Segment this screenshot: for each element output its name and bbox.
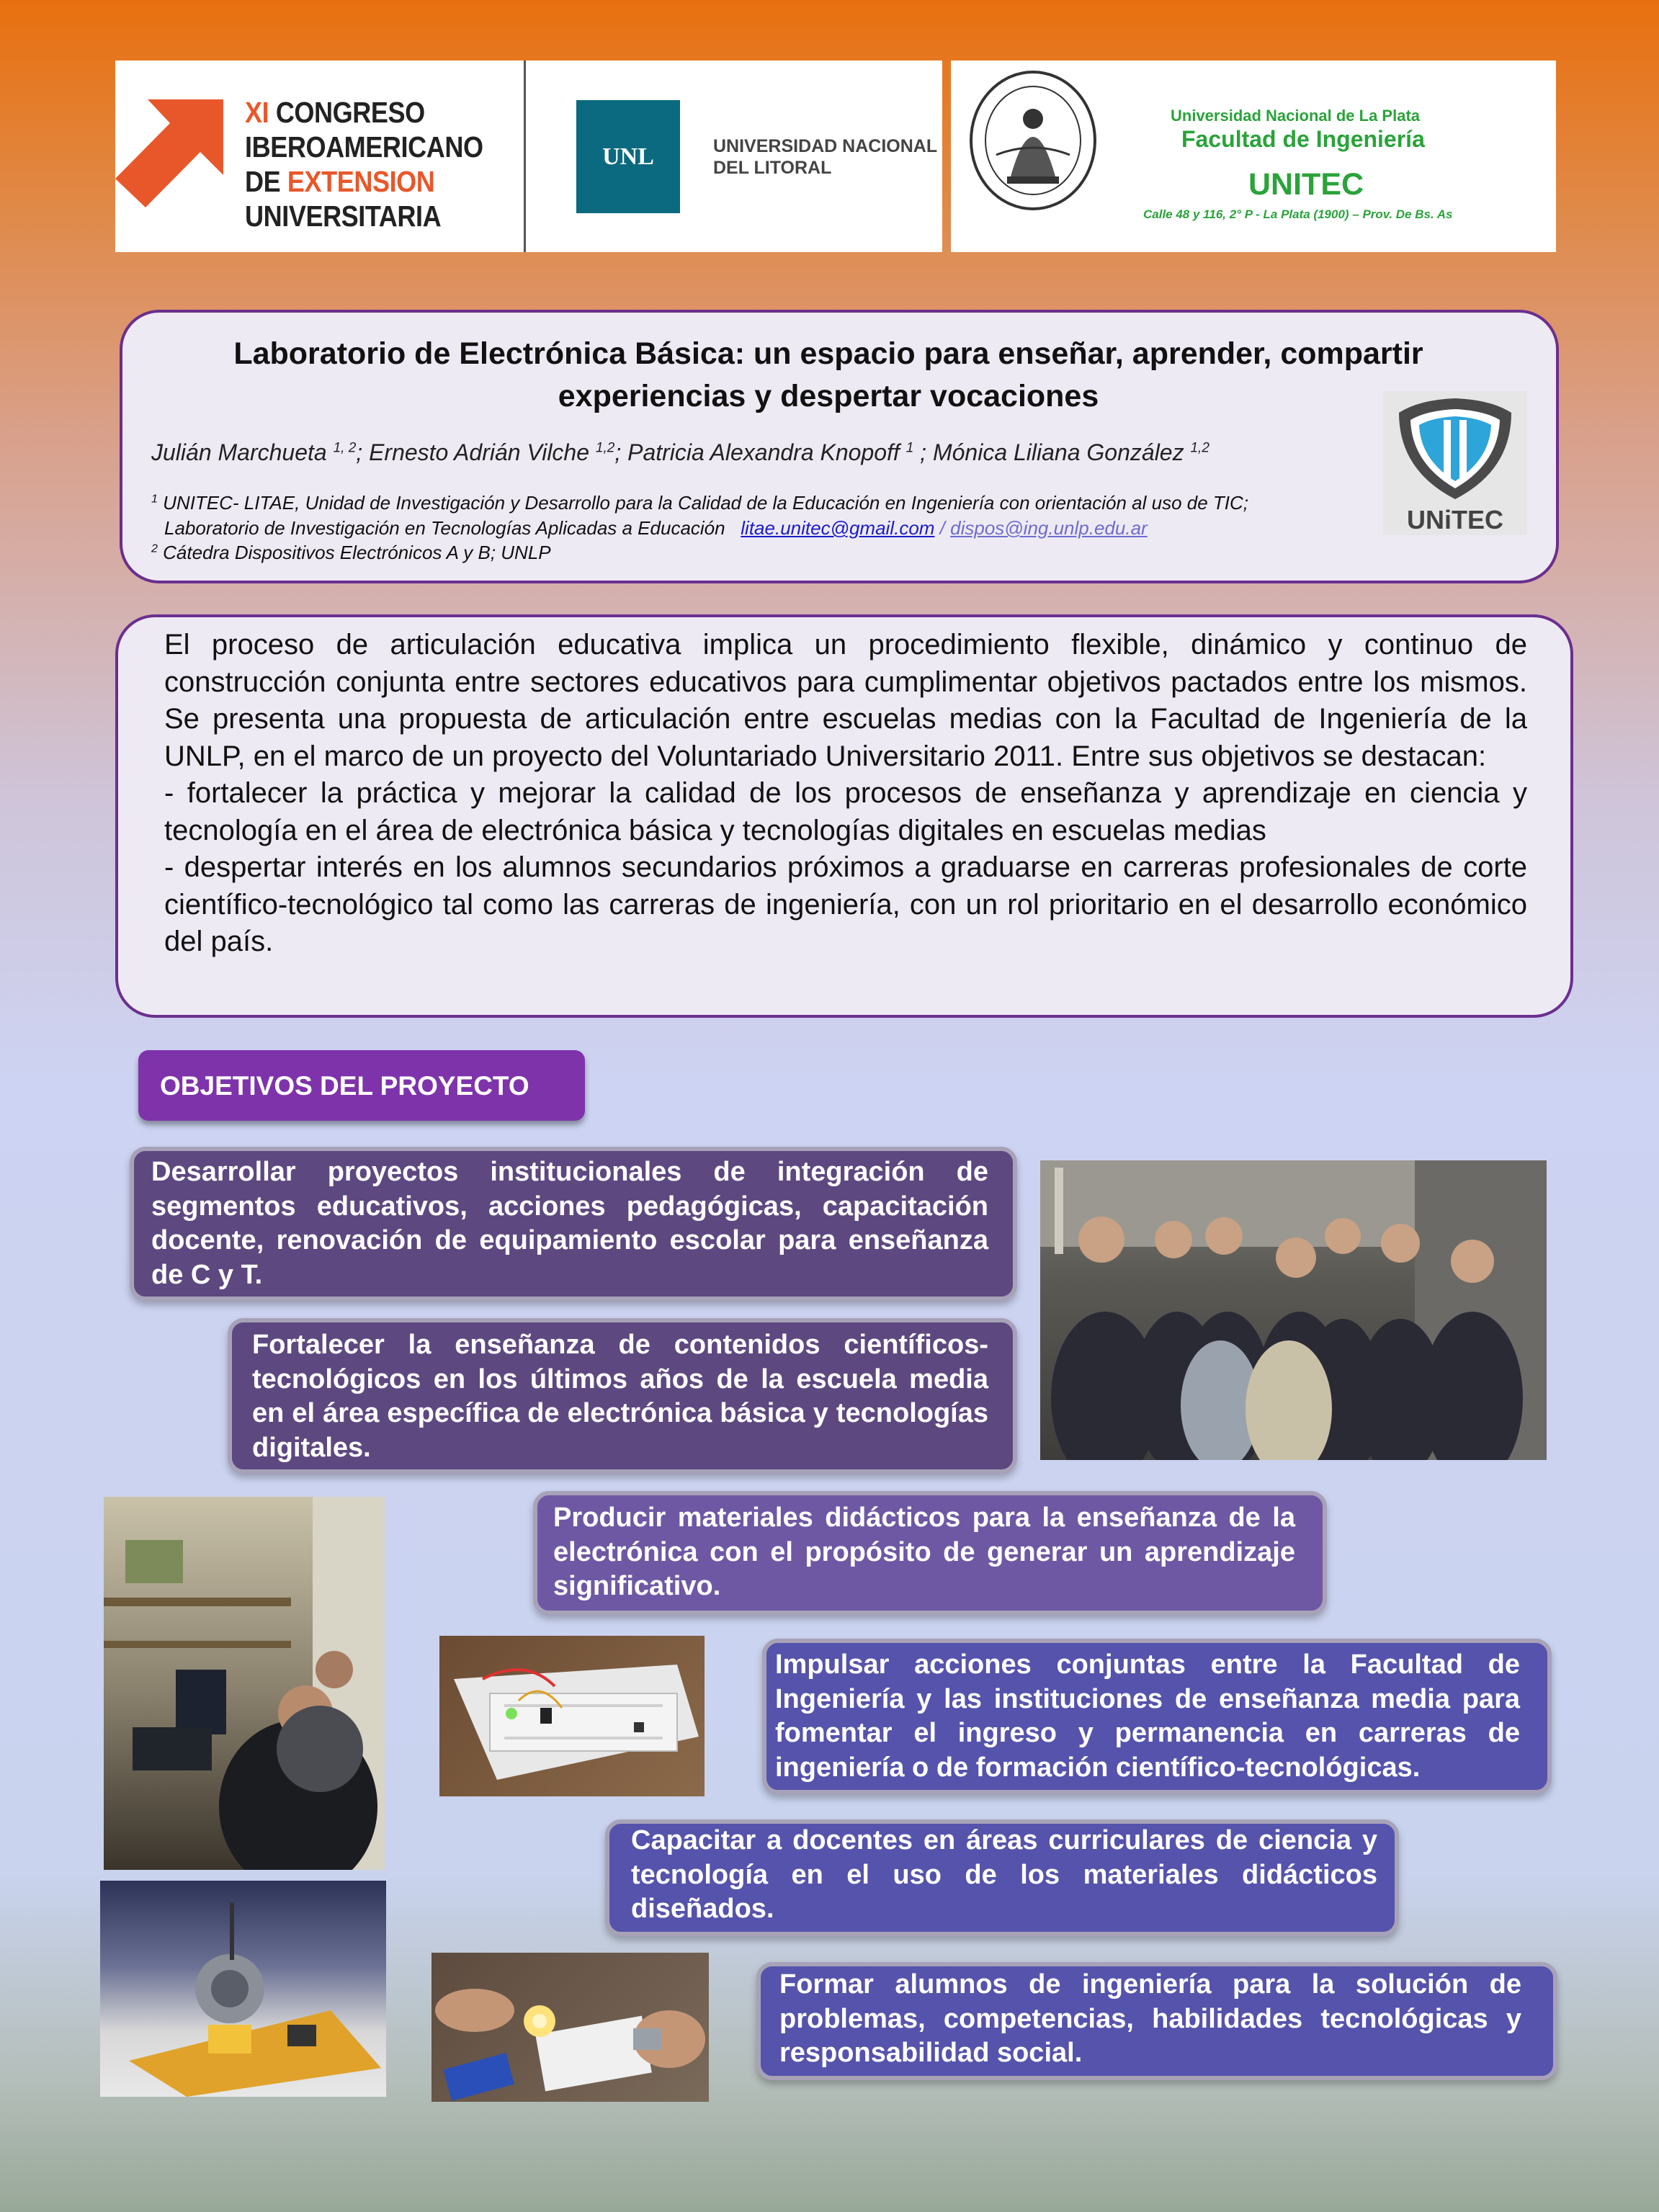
congreso-line2: IBEROAMERICANO	[245, 130, 483, 164]
unlp-unitec: UNITEC	[1248, 167, 1364, 202]
intro-paragraph-1: El proceso de articulación educativa implica un procedimiento flexible, dinámico y continuo de construcción conjunta entre sectores educativos para cumplimentar objetivos pactados entre los mismos. Se presenta una propuesta de articulación entre escuelas medias con la Facultad de Ingeniería de la UNLP, en el marco de un proyecto del Voluntariado Universitario 2011. Entre sus objetivos se destacan:	[164, 629, 1527, 772]
author-sup: 1,2	[595, 440, 615, 456]
congreso-line1: CONGRESO	[275, 96, 425, 129]
author-name: Julián Marchueta	[151, 439, 334, 465]
poster-title	[137, 333, 1520, 418]
affiliation-2	[151, 542, 551, 564]
unlp-seal-icon	[967, 68, 1099, 212]
author-name: ; Mónica Liliana González	[913, 439, 1191, 465]
affiliation-2-sup: 2	[151, 542, 158, 555]
author-sup: 1,2	[1190, 440, 1209, 456]
unl-name-line1: UNIVERSIDAD NACIONAL	[713, 136, 938, 156]
objective-text-3: Producir materiales didácticos para la enseñanza de la electrónica con el propósito de generar un aprendizaje significativo.	[553, 1503, 1295, 1601]
led-circuit-photo	[431, 1953, 709, 2102]
congreso-title	[245, 95, 483, 233]
congreso-line3-accent: EXTENSION	[287, 165, 435, 198]
author-name: ; Patricia Alexandra Knopoff	[614, 439, 906, 465]
header-divider	[524, 61, 526, 252]
affiliation-2-text: Cátedra Dispositivos Electrónicos A y B; UNLP	[163, 542, 551, 563]
arrow-logo-icon	[115, 99, 223, 215]
affiliation-1b-text: Laboratorio de Investigación en Tecnologías Aplicadas a Educación	[164, 517, 725, 539]
objective-text-1: Desarrollar proyectos institucionales de integración de segmentos educativos, acciones pedagógicas, capacitación docente, renovación de equipamiento escolar para enseñanza de C y T.	[151, 1157, 988, 1290]
shield-icon	[1383, 391, 1527, 506]
congreso-line3-pre: DE	[245, 165, 281, 198]
author-name: ; Ernesto Adrián Vilche	[356, 439, 596, 465]
unlp-address: Calle 48 y 116, 2° P - La Plata (1900) – Prov. De Bs. As	[1143, 207, 1453, 221]
unl-name	[713, 135, 937, 179]
unlp-faculty: Facultad de Ingeniería	[1181, 126, 1425, 152]
affiliation-1b	[164, 517, 1148, 539]
author-sup: 1	[905, 440, 914, 456]
affiliation-1-text: UNITEC- LITAE, Unidad de Investigación y Desarrollo para la Calidad de la Educación en Ingeniería con orientación al uso de TIC;	[163, 492, 1249, 514]
objective-text-6: Formar alumnos de ingeniería para la solución de problemas, competencias, habilidades tecnológicas y responsabilidad social.	[779, 1969, 1521, 2068]
unlp-university: Universidad Nacional de La Plata	[1171, 107, 1421, 125]
intro-text	[164, 627, 1527, 961]
title-line2: experiencias y despertar vocaciones	[558, 379, 1099, 413]
email-link-litae[interactable]: litae.unitec@gmail.com	[741, 517, 935, 539]
objective-text-2: Fortalecer la enseñanza de contenidos científicos-tecnológicos en los últimos años de la escuela media en el área específica de electrónica básica y tecnologías digitales.	[252, 1330, 988, 1463]
unitec-logo-text: UNiTEC	[1407, 505, 1503, 534]
unitec-logo	[1383, 391, 1527, 535]
lab-photo	[104, 1497, 385, 1870]
group-photo	[1040, 1160, 1547, 1460]
affiliation-1	[151, 492, 1248, 514]
objective-text-5: Capacitar a docentes en áreas curriculares de ciencia y tecnología en el uso de los materiales didácticos diseñados.	[631, 1825, 1377, 1924]
congreso-line4: UNIVERSITARIA	[245, 200, 442, 233]
unl-badge: UNL	[576, 100, 680, 213]
author-sup: 1, 2	[333, 440, 357, 456]
email-separator: /	[934, 517, 951, 539]
objective-text-4: Impulsar acciones conjuntas entre la Facultad de Ingeniería y las instituciones de enseñanza media para fomentar el ingreso y permanencia en carreras de ingeniería o de formación científico-tecnológicas.	[775, 1649, 1520, 1783]
intro-paragraph-2: - fortalecer la práctica y mejorar la calidad de los procesos de enseñanza y aprendizaje en ciencia y tecnología en el área de electrónica básica y tecnologías digitales en escuelas medias	[164, 777, 1527, 846]
authors-line	[151, 439, 1209, 466]
intro-paragraph-3: - despertar interés en los alumnos secundarios próximos a graduarse en carreras profesionales de corte científico-tecnológico tal como las carreras de ingeniería, con un rol prioritario en el desarrollo económico del país.	[164, 851, 1527, 957]
affiliation-1-sup: 1	[151, 493, 158, 506]
objectives-header: OBJETIVOS DEL PROYECTO	[160, 1071, 529, 1101]
title-line1: Laboratorio de Electrónica Básica: un espacio para enseñar, aprender, compartir	[233, 336, 1423, 371]
email-link-dispos[interactable]: dispos@ing.unlp.edu.ar	[950, 517, 1148, 539]
congreso-num: XI	[245, 96, 269, 129]
unl-name-line2: DEL LITORAL	[713, 158, 832, 178]
breadboard-photo	[439, 1636, 705, 1796]
motor-circuit-photo	[100, 1881, 386, 2097]
